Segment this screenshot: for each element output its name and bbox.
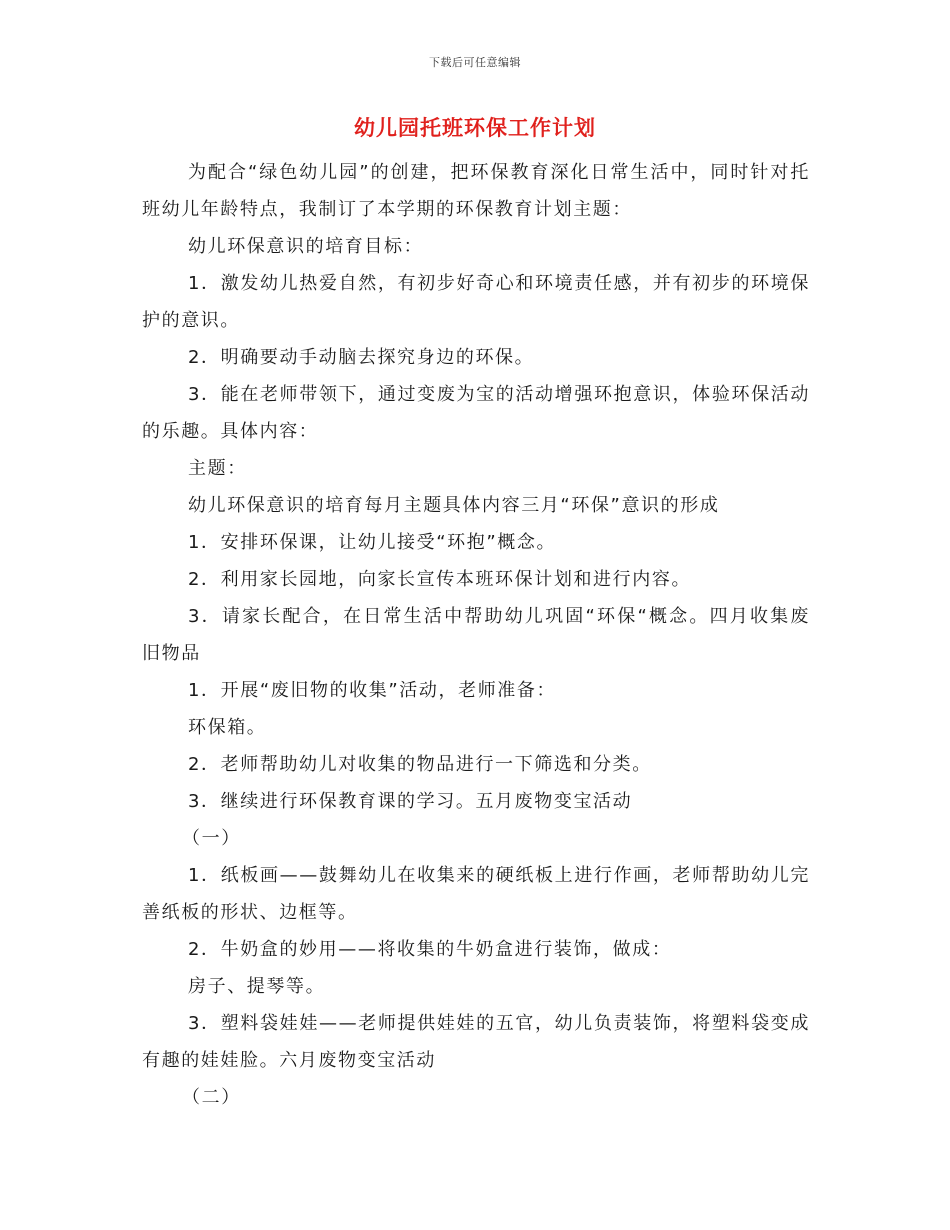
paragraph-may-part-one: （一） <box>182 828 241 849</box>
paragraph-june-part-two: （二） <box>182 1087 241 1108</box>
document-body <box>142 154 810 1116</box>
paragraph-march-2: 2．利用家长园地，向家长宣传本班环保计划和进行内容。 <box>188 569 692 590</box>
paragraph-may-3: 3．塑料袋娃娃——老师提供娃娃的五官，幼儿负责装饰，将塑料袋变成有趣的娃娃脸。六月废物变宝活动 <box>142 1013 810 1071</box>
document-title: 幼儿园托班环保工作计划 <box>354 116 596 140</box>
paragraph-goal-3: 3．能在老师带领下，通过变废为宝的活动增强环抱意识，体验环保活动的乐趣。具体内容： <box>142 384 810 442</box>
paragraph-may-1: 1．纸板画——鼓舞幼儿在收集来的硬纸板上进行作画，老师帮助幼儿完善纸板的形状、边框等。 <box>142 865 810 923</box>
paragraph-goal-2: 2．明确要动手动脑去探究身边的环保。 <box>188 347 535 368</box>
paragraph-goal-1: 1．激发幼儿热爱自然，有初步好奇心和环境责任感，并有初步的环境保护的意识。 <box>142 273 810 331</box>
paragraph-march-heading: 幼儿环保意识的培育每月主题具体内容三月“环保”意识的形成 <box>188 495 720 516</box>
paragraph-april-1-cont: 环保箱。 <box>188 717 267 738</box>
paragraph-march-3: 3．请家长配合，在日常生活中帮助幼儿巩固“环保“概念。四月收集废旧物品 <box>142 606 810 664</box>
paragraph-may-2: 2．牛奶盒的妙用——将收集的牛奶盒进行装饰，做成： <box>188 939 672 960</box>
paragraph-intro: 为配合“绿色幼儿园”的创建，把环保教育深化日常生活中，同时针对托班幼儿年龄特点，我制订了本学期的环保教育计划主题： <box>142 162 810 220</box>
paragraph-goals-heading: 幼儿环保意识的培育目标： <box>188 236 424 257</box>
paragraph-april-2: 2．老师帮助幼儿对收集的物品进行一下筛选和分类。 <box>188 754 652 775</box>
header-note: 下载后可任意编辑 <box>429 56 521 69</box>
paragraph-may-2-cont: 房子、提琴等。 <box>188 976 326 997</box>
paragraph-april-1: 1．开展“废旧物的收集”活动，老师准备： <box>188 680 557 701</box>
paragraph-theme-heading: 主题： <box>188 458 247 479</box>
paragraph-march-1: 1．安排环保课，让幼儿接受“环抱”概念。 <box>188 532 557 553</box>
paragraph-april-3: 3．继续进行环保教育课的学习。五月废物变宝活动 <box>188 791 633 812</box>
